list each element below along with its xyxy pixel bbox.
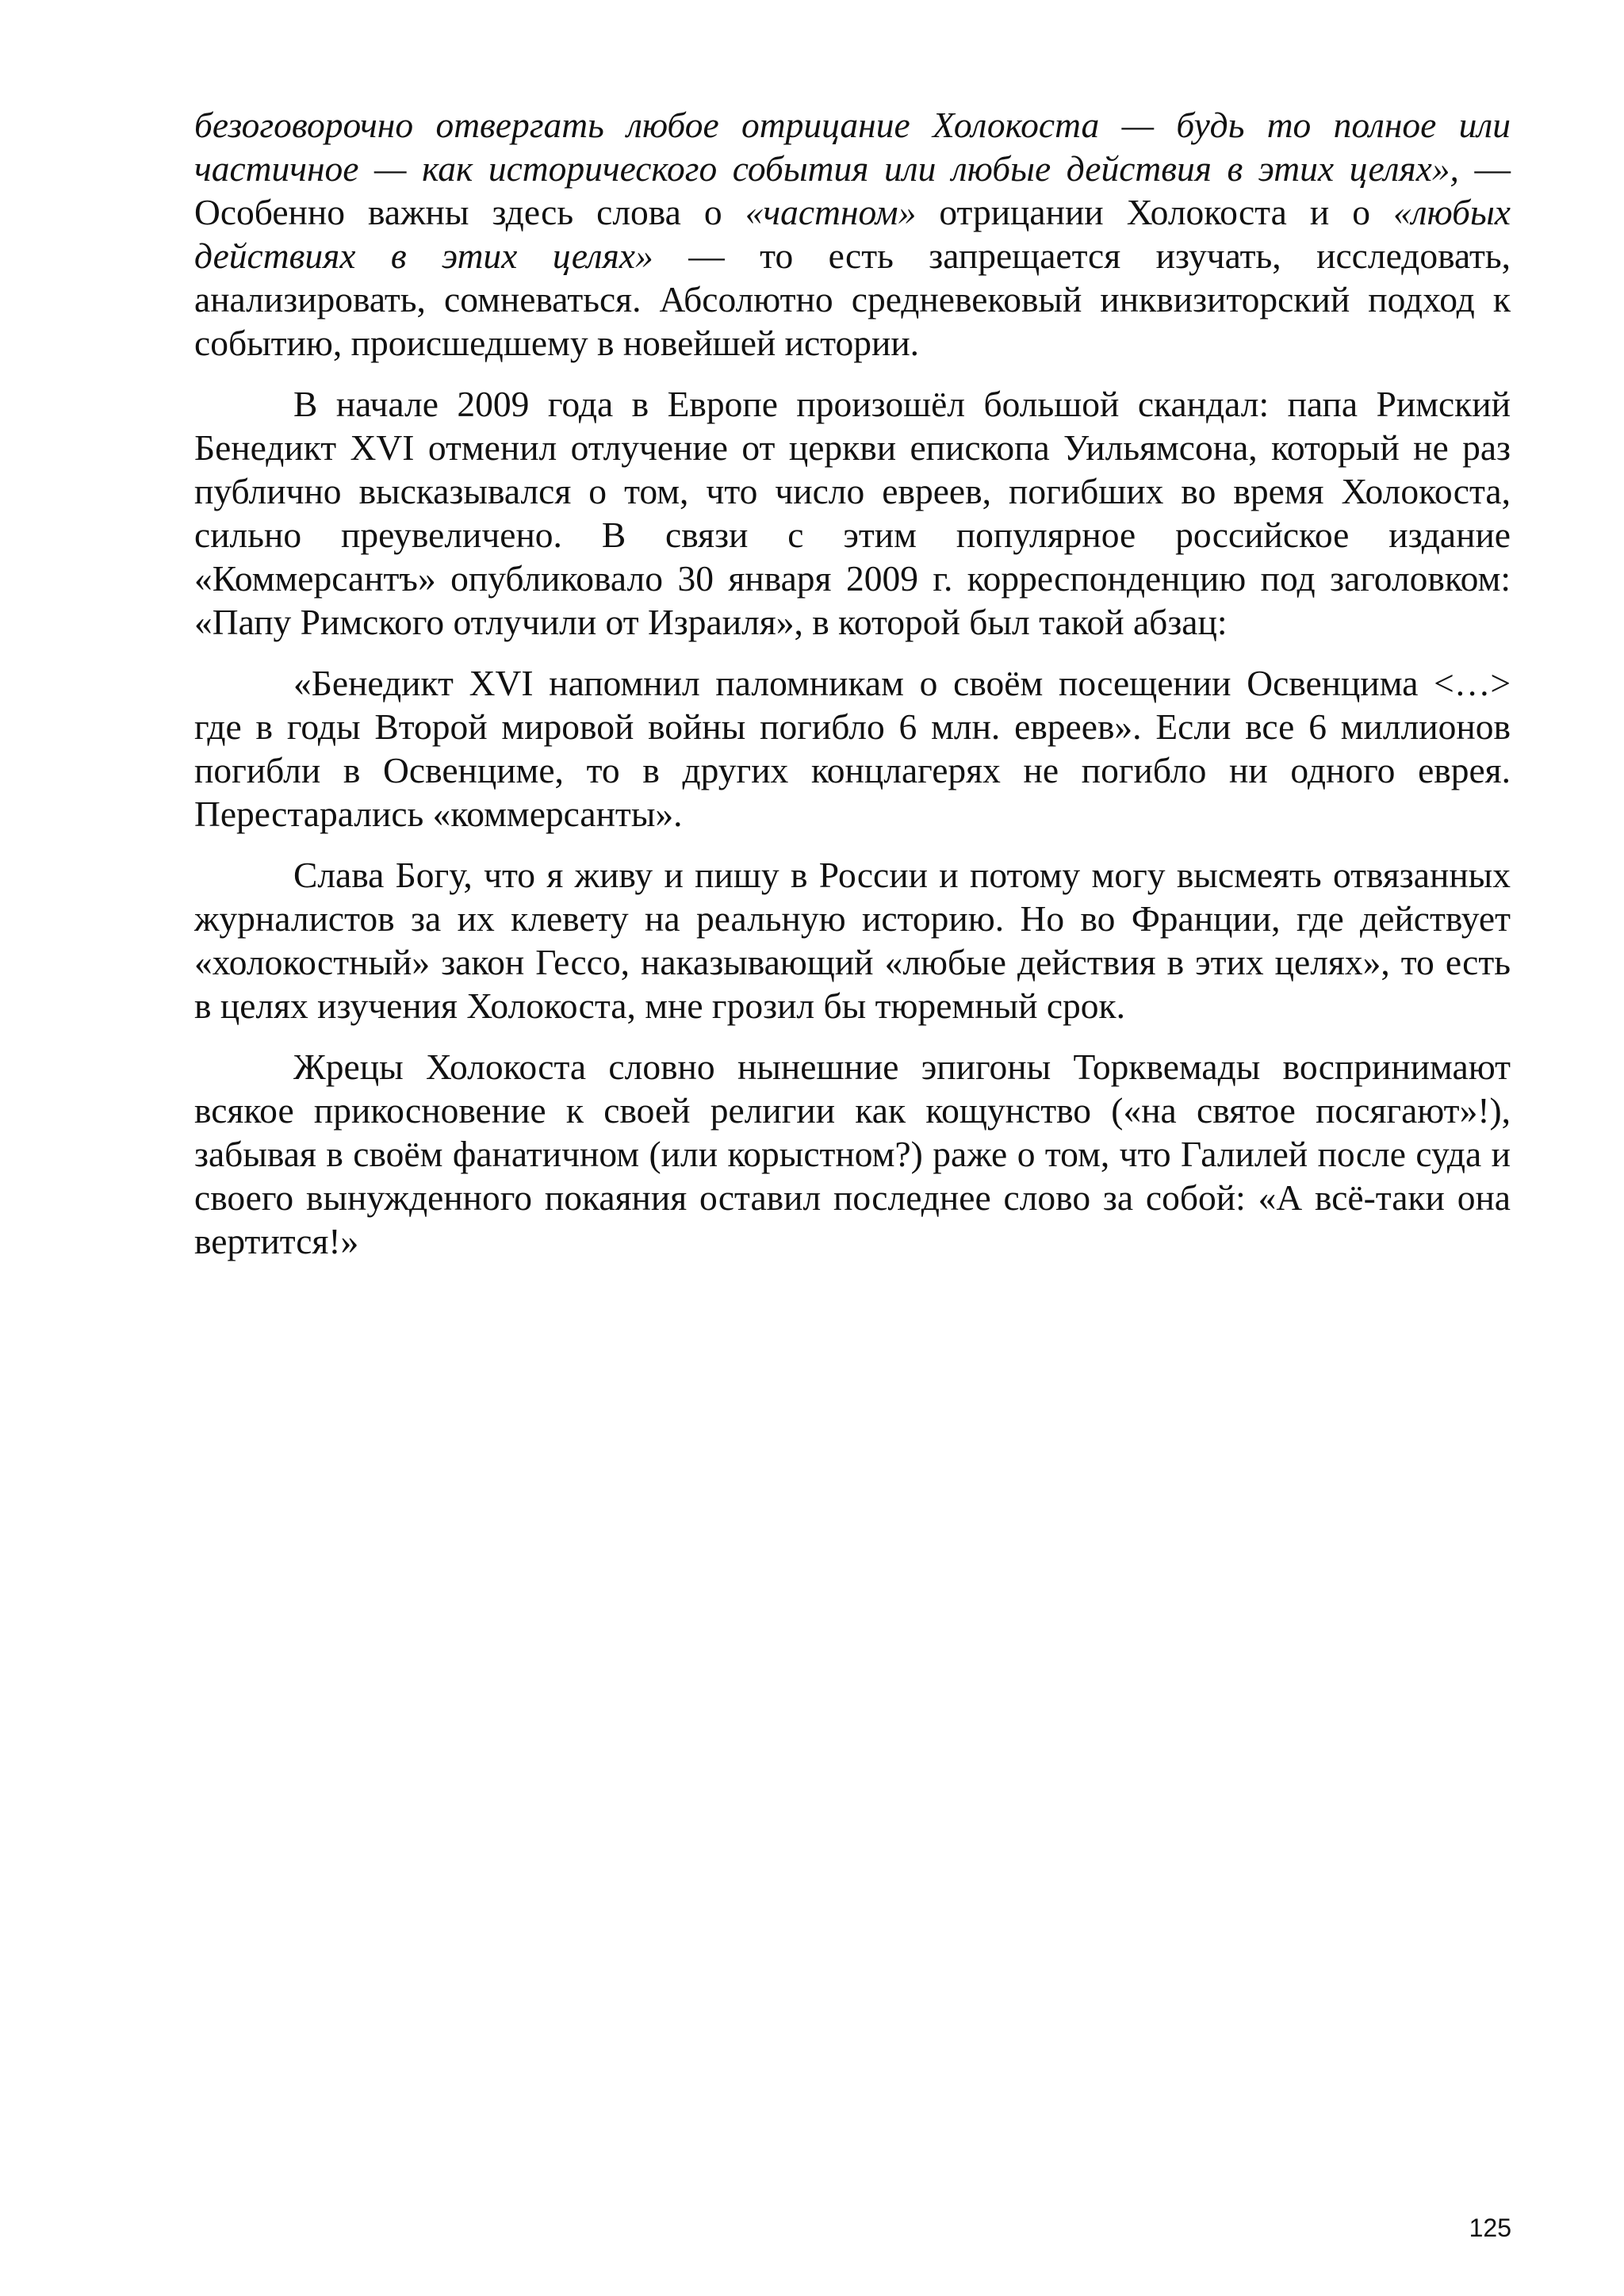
text-span-1: — Особенно важны здесь слова о: [194, 148, 1511, 232]
page-number: 125: [1469, 2214, 1511, 2242]
quote-italic-3: «любых действиях в этих целях»: [194, 192, 1511, 276]
paragraph-2: В начале 2009 года в Европе произошёл большой скандал: папа Римский Бенедикт XVI отменил отлучение от церкви епископа Уильямсона, который не раз публично высказывался о том, что число евреев, погибших во время Холокоста, сильно преувеличено. В связи с этим популярное российское издание «Коммерсантъ» опубликовало 30 января 2009 г. корреспонденцию под заголовком: «Папу Римского отлучили от Израиля», в которой был такой абзац:: [194, 384, 1511, 642]
page-body: [194, 103, 1511, 1280]
text-span-2: отрицании Холокоста и о: [916, 192, 1394, 232]
paragraph-1: [194, 103, 1511, 365]
paragraph-4: Слава Богу, что я живу и пишу в России и потому могу высмеять отвязанных журналистов за их клевету на реальную историю. Но во Франции, где действует «холокостный» закон Гессо, наказывающий «любые действия в этих целях», то есть в целях изучения Холокоста, мне грозил бы тюремный срок.: [194, 855, 1511, 1026]
text-span-3: — то есть запрещается изучать, исследовать, анализировать, сомневаться. Абсолютно средневековый инквизиторский подход к событию, происшедшему в новейшей истории.: [194, 235, 1511, 363]
quote-italic-2: «частном»: [745, 192, 917, 232]
quote-italic-1: безоговорочно отвергать любое отрицание Холокоста — будь то полное или частичное — как исторического события или любые действия в этих целях»,: [194, 105, 1511, 189]
paragraph-3: «Бенедикт XVI напомнил паломникам о своём посещении Освенцима <…> где в годы Второй мировой войны погибло 6 млн. евреев». Если все 6 миллионов погибли в Освенциме, то в других концлагерях не погибло ни одного еврея. Перестарались «коммерсанты».: [194, 663, 1511, 834]
paragraph-5: Жрецы Холокоста словно нынешние эпигоны Торквемады воспринимают всякое прикосновение к своей религии как кощунство («на святое посягают»!), забывая в своём фанатичном (или корыстном?) раже о том, что Галилей после суда и своего вынужденного покаяния оставил последнее слово за собой: «А всё-таки она вертится!»: [194, 1047, 1511, 1261]
